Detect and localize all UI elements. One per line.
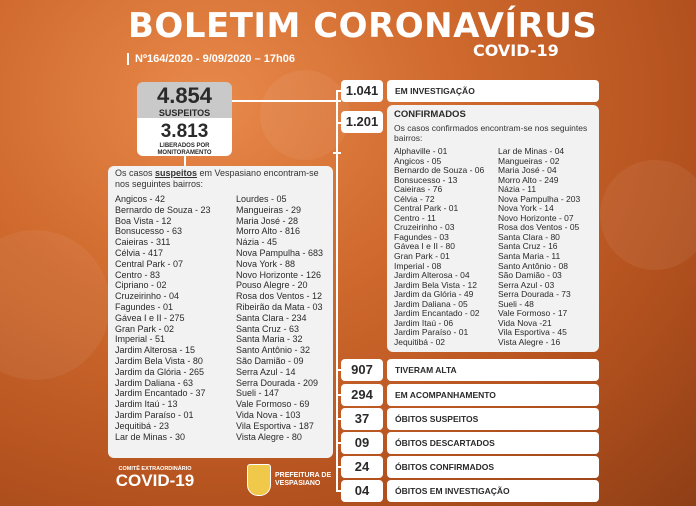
bairro-item: Gran Park - 02 bbox=[115, 323, 175, 334]
bairro-item: Jardim Alterosa - 04 bbox=[394, 270, 470, 281]
page-title: BOLETIM CORONAVÍRUS bbox=[128, 6, 598, 46]
bairro-item: Cruzeirinho - 04 bbox=[115, 291, 180, 302]
bairro-item: Ribeirão da Mata - 03 bbox=[236, 301, 323, 312]
bairro-item: Bernardo de Souza - 06 bbox=[394, 165, 485, 176]
bairro-item: Jardim Paraíso - 01 bbox=[394, 327, 469, 338]
connector-line bbox=[232, 100, 341, 102]
bairro-item: Vida Nova -21 bbox=[498, 317, 552, 328]
bairro-item: Názia - 11 bbox=[498, 184, 537, 195]
bairro-item: Jardim Encantado - 37 bbox=[115, 388, 206, 399]
bairro-item: Santa Clara - 80 bbox=[498, 231, 560, 242]
bairro-item: Rosa dos Ventos - 05 bbox=[498, 222, 580, 233]
bairro-item: Central Park - 07 bbox=[115, 258, 184, 269]
page-subtitle: COVID-19 bbox=[473, 41, 559, 60]
bairro-item: Morro Alto - 816 bbox=[236, 226, 301, 237]
bairro-item: Santa Clara - 234 bbox=[236, 312, 307, 323]
bairro-item: Bonsucesso - 63 bbox=[115, 226, 183, 237]
bairro-item: Jequitibá - 23 bbox=[115, 420, 170, 431]
bairro-item: Santa Cruz - 16 bbox=[498, 241, 558, 252]
suspeitos-intro bbox=[115, 168, 330, 190]
bairro-item: Santo Antônio - 08 bbox=[498, 260, 568, 271]
liberados-label: LIBERADOS POR MONITORAMENTO bbox=[157, 143, 212, 156]
suspeitos-list-col2 bbox=[236, 194, 323, 442]
bairro-item: Vale Formoso - 17 bbox=[498, 308, 568, 319]
bairro-item: Bonsucesso - 13 bbox=[394, 174, 458, 185]
bairro-item: Vista Alegre - 16 bbox=[498, 336, 561, 347]
prefeitura-logo bbox=[247, 462, 331, 498]
intro-text: Os casos bbox=[115, 168, 156, 178]
virus-decoration bbox=[0, 230, 110, 380]
stat-label: EM INVESTIGAÇÃO bbox=[387, 80, 599, 102]
stat-value: 24 bbox=[341, 456, 383, 478]
stat-value: 294 bbox=[341, 384, 383, 406]
bairro-item: Alphaville - 01 bbox=[394, 146, 448, 156]
comite-text: COMITÊ EXTRAORDINÁRIO bbox=[118, 466, 192, 472]
connector-line bbox=[336, 90, 338, 492]
issue-info: Nº164/2020 - 9/09/2020 – 17h06 bbox=[127, 53, 295, 65]
stat-label: ÓBITOS SUSPEITOS bbox=[387, 408, 599, 430]
bairro-item: São Damião - 09 bbox=[236, 355, 304, 366]
stat-label: ÓBITOS CONFIRMADOS bbox=[387, 456, 599, 478]
bairro-item: Jardim Bela Vista - 80 bbox=[115, 355, 203, 366]
bairro-item: Jardim Paraíso - 01 bbox=[115, 409, 194, 420]
covid-logo-text: COVID-19 bbox=[115, 471, 195, 490]
liberados-box bbox=[137, 118, 232, 156]
bairro-item: Serra Azul - 03 bbox=[498, 279, 555, 290]
stat-value: 37 bbox=[341, 408, 383, 430]
stat-value: 04 bbox=[341, 480, 383, 502]
suspeitos-label: SUSPEITOS bbox=[158, 108, 211, 118]
bairro-item: Rosa dos Ventos - 12 bbox=[236, 291, 323, 302]
bairro-item: Vista Alegre - 80 bbox=[236, 431, 302, 442]
crest-icon bbox=[247, 464, 271, 496]
bairro-item: Santa Maria - 32 bbox=[236, 334, 303, 345]
bairro-item: Jardim da Glória - 49 bbox=[394, 289, 474, 300]
bairro-item: Gávea I e II - 80 bbox=[394, 241, 455, 252]
stat-label: TIVERAM ALTA bbox=[387, 359, 599, 381]
bairro-item: Cipriano - 02 bbox=[115, 280, 167, 291]
prefeitura-line2: VESPASIANO bbox=[275, 480, 321, 487]
bairro-item: Centro - 83 bbox=[115, 269, 161, 280]
bairro-item: Morro Alto - 249 bbox=[498, 174, 559, 185]
bairro-item: Maria José - 28 bbox=[236, 215, 299, 226]
bairro-item: Serra Azul - 14 bbox=[236, 366, 296, 377]
stat-value: 09 bbox=[341, 432, 383, 454]
liberados-value: 3.813 bbox=[160, 121, 209, 142]
bairro-item: Gávea I e II - 275 bbox=[115, 312, 185, 323]
suspeitos-list-col1 bbox=[115, 194, 211, 442]
stat-value: 1.041 bbox=[341, 80, 383, 102]
bairro-item: Vila Esportiva - 45 bbox=[498, 327, 567, 338]
prefeitura-line1: PREFEITURA DE bbox=[275, 472, 332, 479]
bairro-item: Santa Cruz - 63 bbox=[236, 323, 300, 334]
bairro-item: Cruzeirinho - 03 bbox=[394, 222, 455, 233]
bairro-item: Jardim Bela Vista - 12 bbox=[394, 279, 477, 290]
bairro-item: São Damião - 03 bbox=[498, 270, 562, 281]
bairro-item: Nova York - 14 bbox=[498, 203, 554, 214]
bairro-item: Jardim Daliana - 05 bbox=[394, 298, 468, 309]
bairro-item: Central Park - 01 bbox=[394, 203, 459, 214]
bairro-item: Célvia - 417 bbox=[115, 247, 164, 258]
bairro-item: Jequitibá - 02 bbox=[394, 336, 446, 347]
bairro-item: Fagundes - 03 bbox=[394, 231, 449, 242]
confirmados-list-col2 bbox=[498, 147, 580, 347]
bairro-item: Serra Dourada - 73 bbox=[498, 289, 571, 300]
bairro-item: Boa Vista - 12 bbox=[115, 215, 172, 226]
bairro-item: Célvia - 72 bbox=[394, 193, 435, 204]
bairro-item: Sueli - 147 bbox=[236, 388, 280, 399]
stat-label: EM ACOMPANHAMENTO bbox=[387, 384, 599, 406]
connector-line bbox=[184, 156, 186, 166]
intro-text: em Vespasiano encontram-se nos seguintes bairros: bbox=[115, 168, 319, 189]
comite-logo bbox=[110, 466, 200, 490]
bairro-item: Santa Maria - 11 bbox=[498, 251, 561, 262]
suspeitos-value: 4.854 bbox=[156, 83, 213, 108]
confirmados-title: CONFIRMADOS bbox=[394, 109, 466, 120]
bairro-item: Jardim Daliana - 63 bbox=[115, 377, 194, 388]
bairro-item: Lourdes - 05 bbox=[236, 194, 287, 204]
bairro-item: Mangueiras - 29 bbox=[236, 204, 302, 215]
stat-label: ÓBITOS DESCARTADOS bbox=[387, 432, 599, 454]
bairro-item: Nova Pampulha - 203 bbox=[498, 193, 581, 204]
bairro-item: Bernardo de Souza - 23 bbox=[115, 204, 211, 215]
suspeitos-box bbox=[137, 82, 232, 118]
bairro-item: Angicos - 42 bbox=[115, 194, 166, 204]
bairro-item: Imperial - 08 bbox=[394, 260, 442, 271]
bairro-item: Mangueiras - 02 bbox=[498, 155, 560, 166]
confirmados-intro: Os casos confirmados encontram-se nos seguintes bairros: bbox=[394, 123, 588, 143]
stat-value: 907 bbox=[341, 359, 383, 381]
bairro-item: Vale Formoso - 69 bbox=[236, 399, 310, 410]
stat-label: ÓBITOS EM INVESTIGAÇÃO bbox=[387, 480, 599, 502]
intro-bold: suspeitos bbox=[155, 168, 198, 178]
bairro-item: Nova Pampulha - 683 bbox=[236, 247, 324, 258]
bairro-item: Santo Antônio - 32 bbox=[236, 345, 311, 356]
bairro-item: Caieiras - 76 bbox=[394, 184, 443, 195]
bairro-item: Maria José - 04 bbox=[498, 165, 557, 176]
bairro-item: Vila Esportiva - 187 bbox=[236, 420, 314, 431]
bairro-item: Serra Dourada - 209 bbox=[236, 377, 319, 388]
bairro-item: Caieiras - 311 bbox=[115, 237, 171, 248]
bairro-item: Novo Horizonte - 07 bbox=[498, 212, 574, 223]
bairro-item: Imperial - 51 bbox=[115, 334, 166, 345]
bairro-item: Nova York - 88 bbox=[236, 258, 296, 269]
bairro-item: Jardim da Glória - 265 bbox=[115, 366, 205, 377]
bairro-item: Angicos - 05 bbox=[394, 155, 442, 166]
bairro-item: Lar de Minas - 30 bbox=[115, 431, 186, 442]
bairro-item: Jardim Encantado - 02 bbox=[394, 308, 480, 319]
bairro-item: Jardim Itaú - 13 bbox=[115, 399, 178, 410]
bairro-item: Fagundes - 01 bbox=[115, 301, 174, 312]
bairro-item: Názia - 45 bbox=[236, 237, 278, 248]
bairro-item: Sueli - 48 bbox=[498, 298, 534, 309]
bairro-item: Novo Horizonte - 126 bbox=[236, 269, 322, 280]
virus-decoration bbox=[600, 160, 696, 270]
bairro-item: Jardim Itaú - 06 bbox=[394, 317, 454, 328]
bairro-item: Centro - 11 bbox=[394, 212, 436, 223]
stat-value: 1.201 bbox=[341, 111, 383, 133]
bairro-item: Pouso Alegre - 20 bbox=[236, 280, 308, 291]
bairro-item: Jardim Alterosa - 15 bbox=[115, 345, 196, 356]
confirmados-list-col1 bbox=[394, 147, 484, 347]
bairro-item: Lar de Minas - 04 bbox=[498, 146, 565, 156]
bairro-item: Gran Park - 01 bbox=[394, 251, 450, 262]
bairro-item: Vida Nova - 103 bbox=[236, 409, 301, 420]
